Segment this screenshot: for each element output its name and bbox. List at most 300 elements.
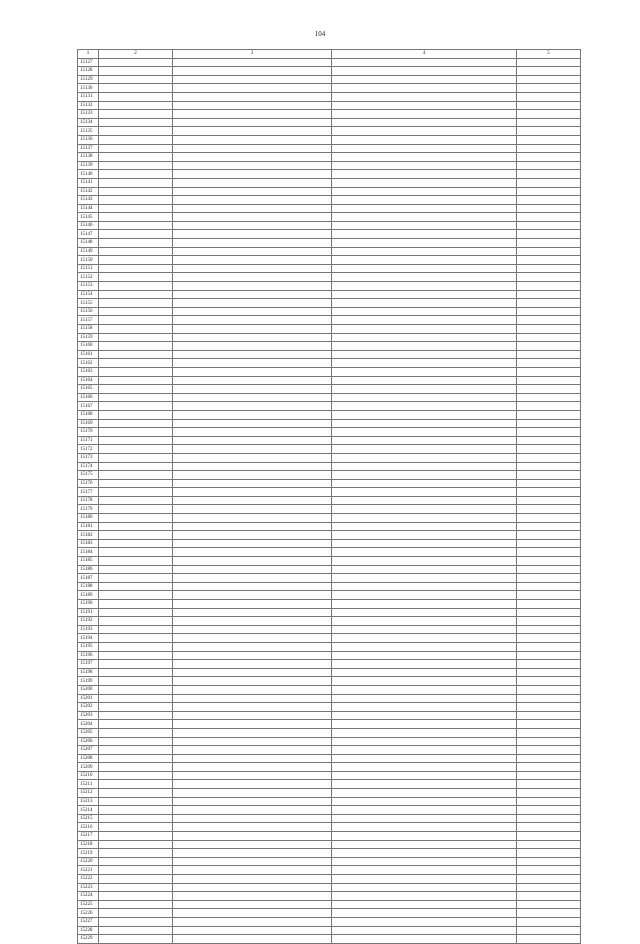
table-row — [78, 720, 581, 729]
period-cell — [517, 746, 581, 755]
locality-cell — [99, 806, 173, 815]
row-number-cell: 15172 — [78, 445, 99, 454]
address-cell — [173, 385, 332, 394]
work-type-cell — [332, 376, 517, 385]
column-number-4: 4 — [332, 50, 517, 59]
table-row — [78, 780, 581, 789]
period-cell — [517, 316, 581, 325]
period-cell — [517, 273, 581, 282]
address-cell — [173, 196, 332, 205]
locality-cell — [99, 402, 173, 411]
row-number-cell: 15210 — [78, 771, 99, 780]
address-cell — [173, 694, 332, 703]
work-type-cell — [332, 857, 517, 866]
address-cell — [173, 582, 332, 591]
locality-cell — [99, 342, 173, 351]
row-number-cell: 15193 — [78, 625, 99, 634]
address-cell — [173, 325, 332, 334]
locality-cell — [99, 118, 173, 127]
address-cell — [173, 282, 332, 291]
locality-cell — [99, 419, 173, 428]
period-cell — [517, 213, 581, 222]
address-cell — [173, 806, 332, 815]
locality-cell — [99, 505, 173, 514]
row-number-cell: 15150 — [78, 256, 99, 265]
locality-cell — [99, 127, 173, 136]
work-type-cell — [332, 230, 517, 239]
table-row — [78, 153, 581, 162]
period-cell — [517, 230, 581, 239]
row-number-cell: 15128 — [78, 67, 99, 76]
period-cell — [517, 677, 581, 686]
row-number-cell: 15151 — [78, 264, 99, 273]
address-cell — [173, 75, 332, 84]
row-number-cell: 15155 — [78, 299, 99, 308]
locality-cell — [99, 436, 173, 445]
row-number-cell: 15145 — [78, 213, 99, 222]
locality-cell — [99, 187, 173, 196]
row-number-cell: 15165 — [78, 385, 99, 394]
locality-cell — [99, 153, 173, 162]
locality-cell — [99, 393, 173, 402]
row-number-cell: 15157 — [78, 316, 99, 325]
address-cell — [173, 780, 332, 789]
work-type-cell — [332, 625, 517, 634]
table-row — [78, 410, 581, 419]
row-number-cell: 15156 — [78, 307, 99, 316]
address-cell — [173, 110, 332, 119]
row-number-cell: 15219 — [78, 849, 99, 858]
work-type-cell — [332, 935, 517, 944]
work-type-cell — [332, 110, 517, 119]
address-cell — [173, 479, 332, 488]
work-type-cell — [332, 273, 517, 282]
row-number-cell: 15166 — [78, 393, 99, 402]
address-cell — [173, 58, 332, 67]
work-type-cell — [332, 488, 517, 497]
period-cell — [517, 763, 581, 772]
locality-cell — [99, 221, 173, 230]
period-cell — [517, 651, 581, 660]
table-row — [78, 685, 581, 694]
period-cell — [517, 471, 581, 480]
period-cell — [517, 462, 581, 471]
address-cell — [173, 333, 332, 342]
work-type-cell — [332, 247, 517, 256]
locality-cell — [99, 728, 173, 737]
period-cell — [517, 522, 581, 531]
period-cell — [517, 909, 581, 918]
locality-cell — [99, 763, 173, 772]
address-cell — [173, 299, 332, 308]
row-number-cell: 15171 — [78, 436, 99, 445]
locality-cell — [99, 367, 173, 376]
row-number-cell: 15228 — [78, 926, 99, 935]
table-row — [78, 204, 581, 213]
work-type-cell — [332, 557, 517, 566]
locality-cell — [99, 668, 173, 677]
row-number-cell: 15222 — [78, 875, 99, 884]
period-cell — [517, 92, 581, 101]
address-cell — [173, 118, 332, 127]
period-cell — [517, 376, 581, 385]
address-cell — [173, 660, 332, 669]
address-cell — [173, 92, 332, 101]
locality-cell — [99, 789, 173, 798]
table-row — [78, 668, 581, 677]
table-row — [78, 445, 581, 454]
period-cell — [517, 84, 581, 93]
table-row — [78, 256, 581, 265]
row-number-cell: 15187 — [78, 574, 99, 583]
address-cell — [173, 213, 332, 222]
address-cell — [173, 307, 332, 316]
period-cell — [517, 385, 581, 394]
row-number-cell: 15206 — [78, 737, 99, 746]
period-cell — [517, 789, 581, 798]
row-number-cell: 15224 — [78, 892, 99, 901]
row-number-cell: 15215 — [78, 814, 99, 823]
table-row — [78, 393, 581, 402]
work-type-cell — [332, 462, 517, 471]
locality-cell — [99, 376, 173, 385]
work-type-cell — [332, 617, 517, 626]
row-number-cell: 15195 — [78, 642, 99, 651]
locality-cell — [99, 471, 173, 480]
work-type-cell — [332, 642, 517, 651]
address-cell — [173, 359, 332, 368]
address-cell — [173, 814, 332, 823]
address-cell — [173, 376, 332, 385]
row-number-cell: 15201 — [78, 694, 99, 703]
table-row — [78, 591, 581, 600]
period-cell — [517, 642, 581, 651]
locality-cell — [99, 926, 173, 935]
column-number-1: 1 — [78, 50, 99, 59]
table-row — [78, 548, 581, 557]
address-cell — [173, 849, 332, 858]
period-cell — [517, 428, 581, 437]
work-type-cell — [332, 256, 517, 265]
work-type-cell — [332, 909, 517, 918]
locality-cell — [99, 67, 173, 76]
address-cell — [173, 428, 332, 437]
period-cell — [517, 290, 581, 299]
locality-cell — [99, 178, 173, 187]
work-type-cell — [332, 445, 517, 454]
address-cell — [173, 170, 332, 179]
row-number-cell: 15152 — [78, 273, 99, 282]
row-number-cell: 15132 — [78, 101, 99, 110]
period-cell — [517, 161, 581, 170]
work-type-cell — [332, 58, 517, 67]
address-cell — [173, 204, 332, 213]
period-cell — [517, 685, 581, 694]
address-cell — [173, 316, 332, 325]
period-cell — [517, 445, 581, 454]
table-row — [78, 754, 581, 763]
locality-cell — [99, 75, 173, 84]
row-number-cell: 15226 — [78, 909, 99, 918]
work-type-cell — [332, 264, 517, 273]
period-cell — [517, 857, 581, 866]
locality-cell — [99, 299, 173, 308]
locality-cell — [99, 720, 173, 729]
locality-cell — [99, 832, 173, 841]
work-type-cell — [332, 823, 517, 832]
address-cell — [173, 471, 332, 480]
row-number-cell: 15161 — [78, 350, 99, 359]
period-cell — [517, 703, 581, 712]
locality-cell — [99, 350, 173, 359]
address-cell — [173, 857, 332, 866]
row-number-cell: 15180 — [78, 514, 99, 523]
table-row — [78, 144, 581, 153]
work-type-cell — [332, 746, 517, 755]
period-cell — [517, 668, 581, 677]
period-cell — [517, 531, 581, 540]
work-type-cell — [332, 883, 517, 892]
work-type-cell — [332, 720, 517, 729]
table-row — [78, 325, 581, 334]
locality-cell — [99, 857, 173, 866]
row-number-cell: 15182 — [78, 531, 99, 540]
period-cell — [517, 591, 581, 600]
row-number-cell: 15192 — [78, 617, 99, 626]
table-row — [78, 892, 581, 901]
address-cell — [173, 67, 332, 76]
period-cell — [517, 58, 581, 67]
period-cell — [517, 926, 581, 935]
locality-cell — [99, 694, 173, 703]
work-type-cell — [332, 754, 517, 763]
locality-cell — [99, 230, 173, 239]
address-cell — [173, 548, 332, 557]
table-row — [78, 161, 581, 170]
work-type-cell — [332, 316, 517, 325]
row-number-cell: 15129 — [78, 75, 99, 84]
work-type-cell — [332, 685, 517, 694]
locality-cell — [99, 591, 173, 600]
locality-cell — [99, 565, 173, 574]
work-type-cell — [332, 660, 517, 669]
locality-cell — [99, 213, 173, 222]
work-type-cell — [332, 608, 517, 617]
period-cell — [517, 574, 581, 583]
row-number-cell: 15137 — [78, 144, 99, 153]
row-number-cell: 15214 — [78, 806, 99, 815]
work-type-cell — [332, 367, 517, 376]
work-type-cell — [332, 582, 517, 591]
table-row — [78, 814, 581, 823]
address-cell — [173, 685, 332, 694]
row-number-cell: 15146 — [78, 221, 99, 230]
period-cell — [517, 917, 581, 926]
locality-cell — [99, 608, 173, 617]
table-row — [78, 866, 581, 875]
period-cell — [517, 514, 581, 523]
period-cell — [517, 565, 581, 574]
row-number-cell: 15185 — [78, 557, 99, 566]
work-type-cell — [332, 282, 517, 291]
work-type-cell — [332, 170, 517, 179]
period-cell — [517, 204, 581, 213]
period-cell — [517, 367, 581, 376]
row-number-cell: 15217 — [78, 832, 99, 841]
period-cell — [517, 660, 581, 669]
address-cell — [173, 677, 332, 686]
work-type-cell — [332, 917, 517, 926]
work-type-cell — [332, 763, 517, 772]
locality-cell — [99, 256, 173, 265]
locality-cell — [99, 642, 173, 651]
work-type-cell — [332, 600, 517, 609]
work-type-cell — [332, 522, 517, 531]
period-cell — [517, 187, 581, 196]
row-number-cell: 15139 — [78, 161, 99, 170]
locality-cell — [99, 462, 173, 471]
address-cell — [173, 367, 332, 376]
row-number-cell: 15159 — [78, 333, 99, 342]
address-cell — [173, 703, 332, 712]
work-type-cell — [332, 711, 517, 720]
table-row — [78, 385, 581, 394]
table-row — [78, 92, 581, 101]
work-type-cell — [332, 342, 517, 351]
work-type-cell — [332, 892, 517, 901]
period-cell — [517, 935, 581, 944]
table-row — [78, 875, 581, 884]
locality-cell — [99, 428, 173, 437]
period-cell — [517, 883, 581, 892]
table-row — [78, 58, 581, 67]
row-number-cell: 15189 — [78, 591, 99, 600]
address-cell — [173, 153, 332, 162]
table-row — [78, 428, 581, 437]
work-type-cell — [332, 127, 517, 136]
period-cell — [517, 849, 581, 858]
locality-cell — [99, 875, 173, 884]
locality-cell — [99, 445, 173, 454]
address-cell — [173, 771, 332, 780]
row-number-cell: 15204 — [78, 720, 99, 729]
locality-cell — [99, 539, 173, 548]
table-row — [78, 539, 581, 548]
locality-cell — [99, 531, 173, 540]
locality-cell — [99, 582, 173, 591]
period-cell — [517, 436, 581, 445]
work-type-cell — [332, 651, 517, 660]
period-cell — [517, 496, 581, 505]
address-cell — [173, 488, 332, 497]
work-type-cell — [332, 565, 517, 574]
period-cell — [517, 720, 581, 729]
locality-cell — [99, 625, 173, 634]
row-number-cell: 15202 — [78, 703, 99, 712]
locality-cell — [99, 325, 173, 334]
row-number-cell: 15218 — [78, 840, 99, 849]
work-type-cell — [332, 471, 517, 480]
address-cell — [173, 797, 332, 806]
row-number-cell: 15164 — [78, 376, 99, 385]
table-row — [78, 436, 581, 445]
locality-cell — [99, 617, 173, 626]
table-row — [78, 694, 581, 703]
table-row — [78, 230, 581, 239]
period-cell — [517, 221, 581, 230]
work-type-cell — [332, 703, 517, 712]
address-cell — [173, 350, 332, 359]
row-number-cell: 15212 — [78, 789, 99, 798]
table-row — [78, 187, 581, 196]
address-cell — [173, 221, 332, 230]
row-number-cell: 15200 — [78, 685, 99, 694]
address-cell — [173, 84, 332, 93]
row-number-cell: 15181 — [78, 522, 99, 531]
page-number: 104 — [314, 30, 326, 38]
work-type-cell — [332, 806, 517, 815]
address-cell — [173, 617, 332, 626]
row-number-cell: 15142 — [78, 187, 99, 196]
address-cell — [173, 728, 332, 737]
locality-cell — [99, 771, 173, 780]
table-row — [78, 763, 581, 772]
row-number-cell: 15199 — [78, 677, 99, 686]
locality-cell — [99, 883, 173, 892]
address-cell — [173, 135, 332, 144]
work-type-cell — [332, 797, 517, 806]
work-type-cell — [332, 410, 517, 419]
table-row — [78, 797, 581, 806]
row-number-cell: 15216 — [78, 823, 99, 832]
table-row — [78, 737, 581, 746]
period-cell — [517, 582, 581, 591]
work-type-cell — [332, 204, 517, 213]
address-cell — [173, 101, 332, 110]
locality-cell — [99, 135, 173, 144]
work-type-cell — [332, 221, 517, 230]
column-number-2: 2 — [99, 50, 173, 59]
address-cell — [173, 256, 332, 265]
table-row — [78, 728, 581, 737]
table-row — [78, 642, 581, 651]
row-number-cell: 15191 — [78, 608, 99, 617]
locality-cell — [99, 316, 173, 325]
locality-cell — [99, 58, 173, 67]
locality-cell — [99, 410, 173, 419]
period-cell — [517, 479, 581, 488]
address-cell — [173, 247, 332, 256]
table-row — [78, 282, 581, 291]
address-cell — [173, 410, 332, 419]
locality-cell — [99, 101, 173, 110]
period-cell — [517, 350, 581, 359]
period-cell — [517, 135, 581, 144]
locality-cell — [99, 264, 173, 273]
period-cell — [517, 797, 581, 806]
row-number-cell: 15143 — [78, 196, 99, 205]
table-row — [78, 367, 581, 376]
table-row — [78, 479, 581, 488]
table-row — [78, 557, 581, 566]
address-cell — [173, 600, 332, 609]
period-cell — [517, 608, 581, 617]
period-cell — [517, 780, 581, 789]
period-cell — [517, 75, 581, 84]
work-type-cell — [332, 428, 517, 437]
table-row — [78, 402, 581, 411]
locality-cell — [99, 385, 173, 394]
